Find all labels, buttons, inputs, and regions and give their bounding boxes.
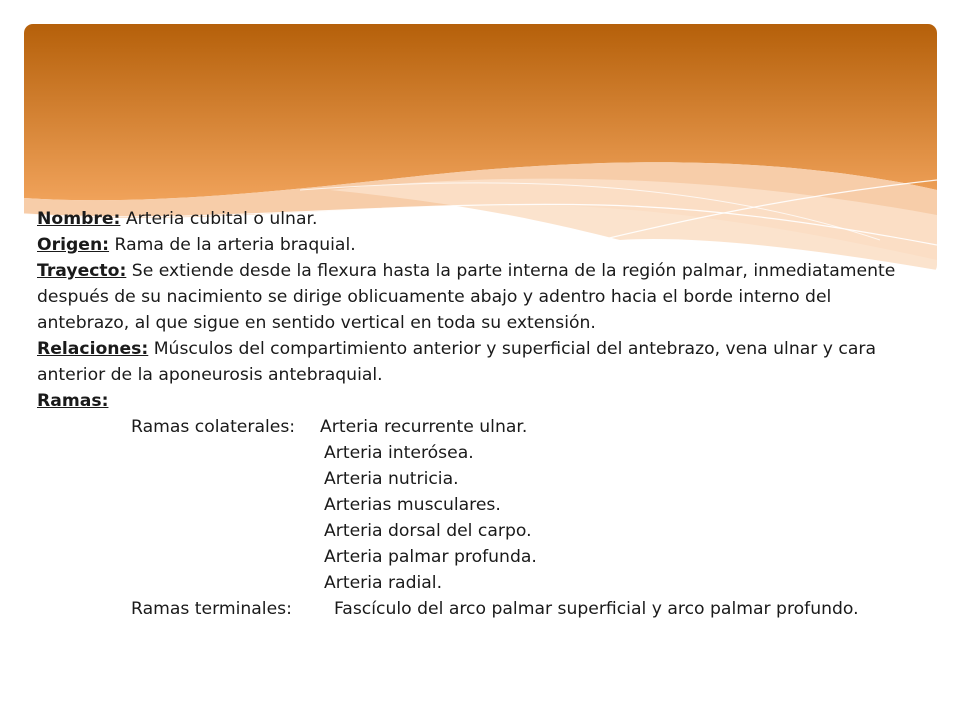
branches-list bbox=[37, 414, 917, 622]
terminales-row bbox=[37, 596, 917, 622]
trayecto-label: Trayecto: bbox=[37, 261, 127, 281]
colateral-row bbox=[37, 492, 917, 518]
origen-label: Origen: bbox=[37, 235, 110, 255]
ramas-label: Ramas: bbox=[37, 391, 109, 411]
trayecto-value: Se extiende desde la flexura hasta la parte interna de la región palmar, inmediatamente después de su nacimiento se dirige oblicuamente abajo y adentro hacia el borde interno del antebrazo, al que sigue en sentido vertical en toda su extensión. bbox=[37, 261, 896, 333]
colateral-item: Arteria radial. bbox=[324, 573, 443, 593]
colaterales-row bbox=[37, 414, 917, 440]
colateral-row bbox=[37, 466, 917, 492]
origen-line bbox=[37, 232, 917, 258]
colateral-item: Arteria recurrente ulnar. bbox=[320, 417, 528, 437]
ramas-line bbox=[37, 388, 917, 414]
colateral-item: Arteria interósea. bbox=[324, 443, 474, 463]
nombre-label: Nombre: bbox=[37, 209, 121, 229]
colateral-item: Arteria palmar profunda. bbox=[324, 547, 537, 567]
relaciones-paragraph bbox=[37, 336, 917, 388]
colaterales-label: Ramas colaterales: bbox=[131, 417, 296, 437]
colateral-row bbox=[37, 544, 917, 570]
colateral-row bbox=[37, 440, 917, 466]
nombre-line bbox=[37, 206, 917, 232]
colateral-row bbox=[37, 570, 917, 596]
origen-value: Rama de la arteria braquial. bbox=[109, 235, 356, 255]
slide-content bbox=[37, 206, 917, 622]
terminales-value: Fascículo del arco palmar superficial y arco palmar profundo. bbox=[334, 599, 859, 619]
colateral-item: Arteria nutricia. bbox=[324, 469, 459, 489]
trayecto-paragraph bbox=[37, 258, 917, 336]
nombre-value: Arteria cubital o ulnar. bbox=[120, 209, 318, 229]
relaciones-label: Relaciones: bbox=[37, 339, 149, 359]
terminales-label: Ramas terminales: bbox=[131, 599, 292, 619]
relaciones-value: Músculos del compartimiento anterior y superficial del antebrazo, vena ulnar y cara anterior de la aponeurosis antebraquial. bbox=[37, 339, 877, 385]
colateral-item: Arterias musculares. bbox=[324, 495, 501, 515]
colateral-item: Arteria dorsal del carpo. bbox=[324, 521, 532, 541]
colateral-row bbox=[37, 518, 917, 544]
